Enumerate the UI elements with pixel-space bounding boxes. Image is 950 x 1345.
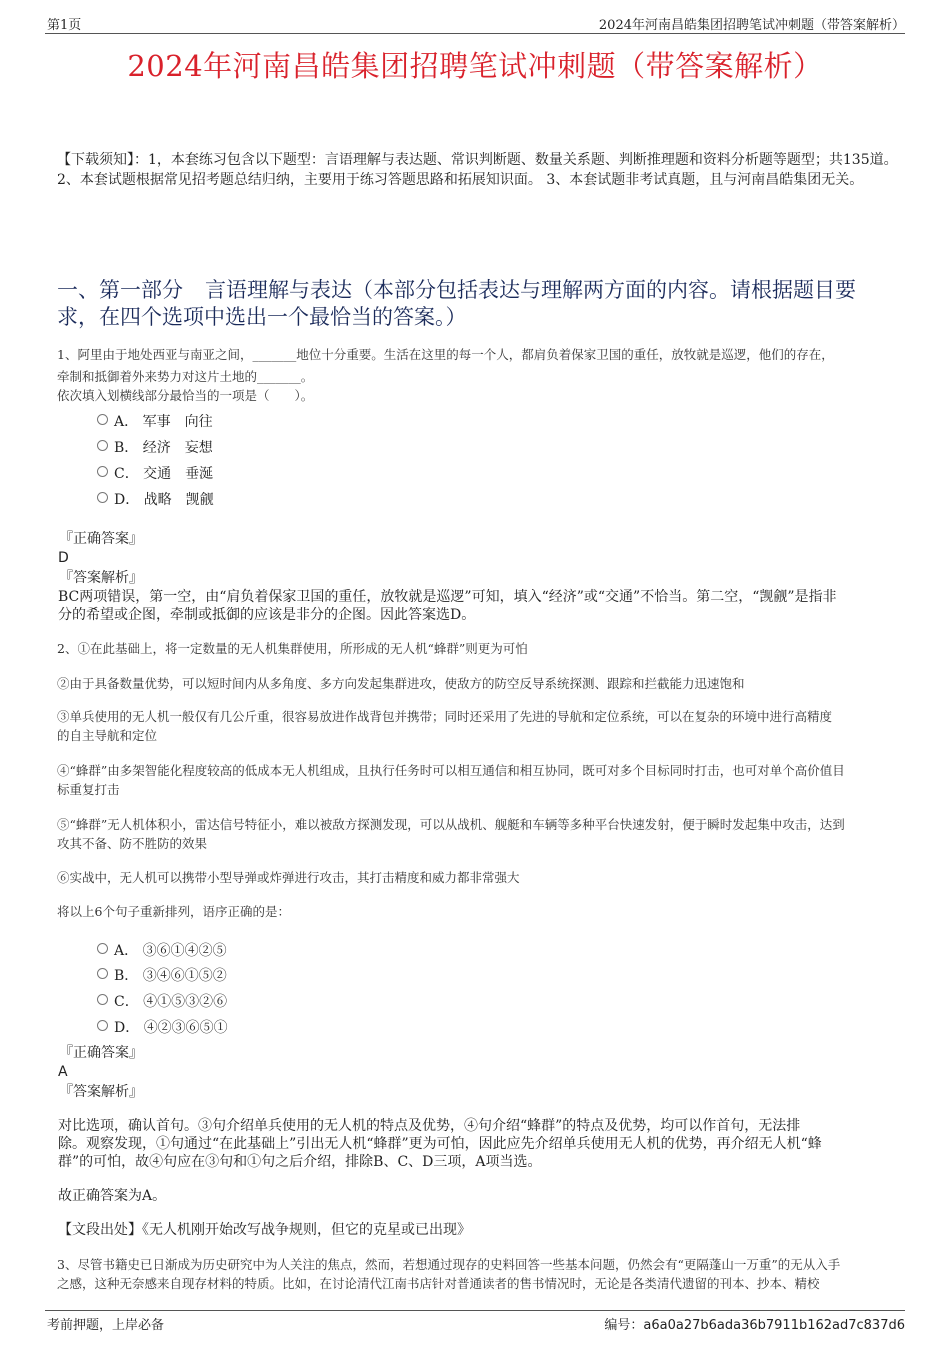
q2-sentence-3b: 的自主导航和定位 (57, 728, 158, 743)
q1-option-b-text: 经济 妄想 (142, 440, 213, 456)
q1-stem-line1: 1、阿里由于地处西亚与南亚之间，_______地位十分重要。生活在这里的每一个人，都肩负着保家卫国的重任，放牧就是巡逻，他们的存在， (57, 347, 834, 362)
q2-analysis-line2: 除。观察发现，①句通过“在此基础上”引出无人机“蜂群”更为可怕，因此应先介绍单兵使用无人机的优势，再介绍无人机“蜂 (58, 1136, 822, 1152)
q3-stem-line1: 3、尽管书籍史已日渐成为历史研究中为人关注的焦点，然而，若想通过现存的史料回答一些基本问题，仍然会有“更隔蓬山一万重”的无从入手 (57, 1257, 841, 1272)
q1-analysis-line1: BC两项错误，第一空，由“肩负着保家卫国的重任，放牧就是巡逻”可知，填入“经济”或“交通”不恰当。第二空，“觊觎”是指非 (58, 589, 837, 605)
radio-button[interactable] (97, 1020, 108, 1031)
q1-option-c-key: C． (114, 466, 139, 482)
q1-analysis-line2: 分的希望或企图，牵制或抵御的应该是非分的企图。因此答案选D。 (58, 607, 476, 623)
footer-code-label: 编号： (604, 1318, 644, 1333)
q1-stem-line2: 牵制和抵御着外来势力对这片土地的_______。 (57, 369, 314, 384)
q2-sentence-4a: ④“蜂群”由多架智能化程度较高的低成本无人机组成，且执行任务时可以相互通信和相互协同，既可对多个目标同时打击，也可对单个高价值目 (57, 763, 845, 778)
q2-sentence-4b: 标重复打击 (57, 782, 120, 797)
radio-button[interactable] (97, 994, 108, 1005)
q1-stem-line3: 依次填入划横线部分最恰当的一项是（ ）。 (57, 388, 314, 403)
q1-option-d-key: D． (114, 492, 140, 508)
q2-answer-label: 『正确答案』 (59, 1045, 143, 1061)
q2-sentence-6: ⑥实战中，无人机可以携带小型导弹或炸弹进行攻击，其打击精度和威力都非常强大 (57, 870, 520, 885)
q1-option-a-key: A． (114, 414, 139, 430)
q2-sentence-2: ②由于具备数量优势，可以短时间内从多角度、多方向发起集群进攻，使敌方的防空反导系统探测、跟踪和拦截能力迅速饱和 (57, 676, 745, 691)
q1-answer-value: D (58, 550, 69, 566)
q2-answer-value: A (58, 1064, 68, 1080)
q1-option-a-text: 军事 向往 (142, 414, 213, 430)
footer-slogan: 考前押题，上岸必备 (47, 1318, 165, 1333)
q1-option-b-key: B． (114, 440, 139, 456)
header-page-number: 第1页 (47, 18, 82, 33)
q2-conclusion: 故正确答案为A。 (58, 1188, 167, 1204)
radio-button[interactable] (97, 492, 108, 503)
footer-code-value: a6a0a27b6ada36b7911b162ad7c837d6 (643, 1318, 905, 1333)
section-part-label: 一、第一部分 (57, 278, 183, 302)
q2-option-b-text: ③④⑥①⑤② (142, 968, 227, 984)
q1-analysis-label: 『答案解析』 (59, 570, 143, 586)
q2-analysis-line1: 对比选项，确认首句。③句介绍单兵使用的无人机的特点及优势，④句介绍“蜂群”的特点及优势，均可以作首句，无法排 (58, 1118, 801, 1134)
q2-sentence-1: 2、①在此基础上，将一定数量的无人机集群使用，所形成的无人机“蜂群”则更为可怕 (57, 641, 528, 656)
q2-option-d-text: ④②③⑥⑤① (143, 1020, 228, 1036)
q2-analysis-line3: 群”的可怕，故④句应在③句和①句之后介绍，排除B、C、D三项，A项当选。 (58, 1154, 542, 1170)
q2-option-a-text: ③⑥①④②⑤ (142, 943, 227, 959)
q2-option-b-key: B． (114, 968, 139, 984)
q2-sentence-5b: 攻其不备、防不胜防的效果 (57, 836, 208, 851)
footer-divider (45, 1310, 905, 1311)
section-heading (57, 277, 897, 331)
q1-answer-label: 『正确答案』 (59, 531, 143, 547)
q2-option-a-key: A． (114, 943, 139, 959)
q2-option-c-key: C． (114, 994, 139, 1010)
q1-option-c-text: 交通 垂涎 (143, 466, 214, 482)
radio-button[interactable] (97, 466, 108, 477)
header-divider (45, 33, 905, 34)
radio-button[interactable] (97, 414, 108, 425)
q2-option-c-text: ④①⑤③②⑥ (143, 994, 228, 1010)
q2-analysis-label: 『答案解析』 (59, 1084, 143, 1100)
q1-option-d-text: 战略 觊觎 (143, 492, 214, 508)
radio-button[interactable] (97, 968, 108, 979)
header-doc-title: 2024年河南昌皓集团招聘笔试冲刺题（带答案解析） (598, 18, 905, 33)
radio-button[interactable] (97, 440, 108, 451)
section-description: 言语理解与表达（本部分包括表达与理解两方面的内容。请根据题目要求，在四个选项中选出一个最恰当的答案。） (57, 278, 856, 329)
q2-option-d-key: D． (114, 1020, 140, 1036)
page-title: 2024年河南昌皓集团招聘笔试冲刺题（带答案解析） (127, 49, 823, 83)
q2-sentence-3a: ③单兵使用的无人机一般仅有几公斤重，很容易放进作战背包并携带；同时还采用了先进的导航和定位系统，可以在复杂的环境中进行高精度 (57, 709, 833, 724)
radio-button[interactable] (97, 943, 108, 954)
footer-doc-code (604, 1314, 905, 1333)
q2-source: 【文段出处】《无人机刚开始改写战争规则，但它的克星或已出现》 (58, 1222, 471, 1238)
q2-prompt: 将以上6个句子重新排列，语序正确的是： (57, 904, 290, 919)
q3-stem-line2: 之感，这种无奈感来自现存材料的特质。比如，在讨论清代江南书店针对普通读者的售书情况时，无论是各类清代遗留的刊本、抄本、精校 (57, 1276, 820, 1291)
q2-sentence-5a: ⑤“蜂群”无人机体积小，雷达信号特征小，难以被敌方探测发现，可以从战机、舰艇和车辆等多种平台快速发射，便于瞬时发起集中攻击，达到 (57, 817, 845, 832)
download-notice: 【下载须知】：1，本套练习包含以下题型：言语理解与表达题、常识判断题、数量关系题、判断推理题和资料分析题等题型；共135道。 2、本套试题根据常见招考题总结归纳，主要用于练习答题思路和拓展知识面。 3、本套试题非考试真题，且与河南昌皓集团无关。 (57, 152, 898, 188)
